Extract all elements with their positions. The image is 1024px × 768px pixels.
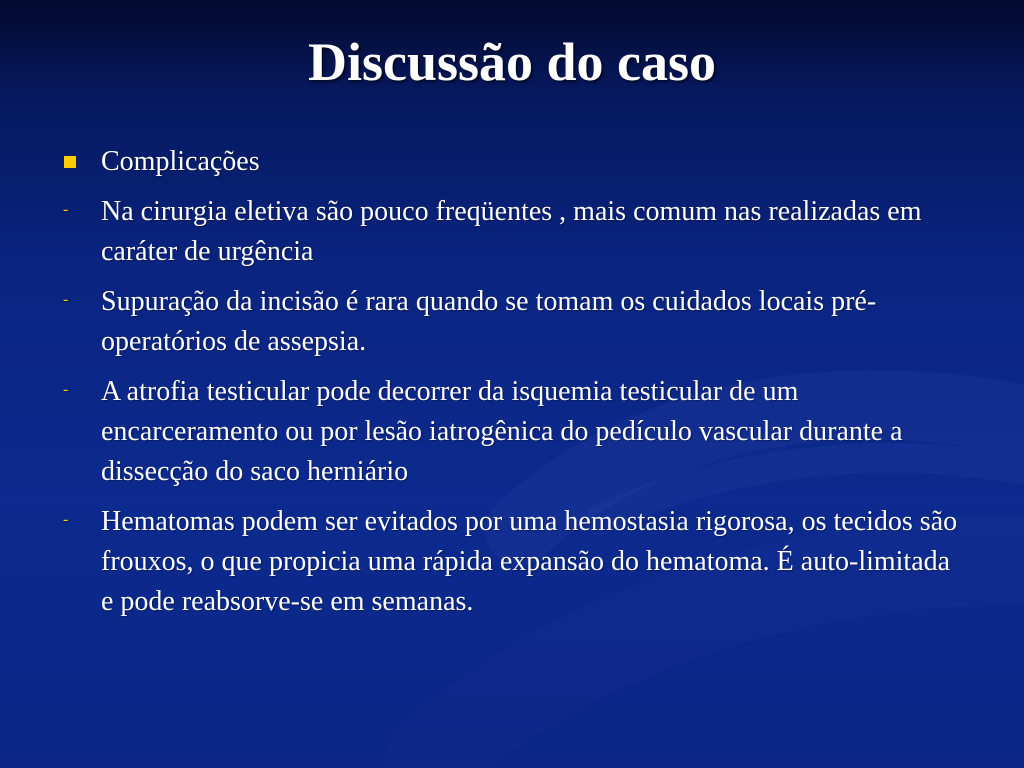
bullet-item (62, 502, 962, 622)
slide-title: Discussão do caso (307, 32, 717, 92)
bullet-item (62, 282, 962, 362)
dash-bullet-icon: - (63, 381, 69, 398)
dash-bullet-icon: - (63, 291, 69, 308)
bullet-text: Na cirurgia eletiva são pouco freqüentes , mais comum nas realizadas em caráter de urgência (101, 196, 922, 267)
slide-content (62, 142, 962, 622)
bullet-text: Hematomas podem ser evitados por uma hemostasia rigorosa, os tecidos são frouxos, o que propicia uma rápida expansão do hematoma. É auto-limitada e pode reabsorve-se em semanas. (101, 506, 958, 617)
bullet-text: Complicações (101, 146, 260, 177)
bullet-item (62, 192, 962, 272)
bullet-item (62, 142, 962, 182)
bullet-text: A atrofia testicular pode decorrer da isquemia testicular de um encarceramento ou por lesão iatrogênica do pedículo vascular durante a dissecção do saco herniário (101, 376, 903, 487)
bullet-text: Supuração da incisão é rara quando se tomam os cuidados locais pré-operatórios de assepsia. (101, 286, 877, 357)
bullet-item (62, 372, 962, 492)
dash-bullet-icon: - (63, 511, 69, 528)
square-bullet-icon (64, 156, 76, 168)
dash-bullet-icon: - (63, 201, 69, 218)
